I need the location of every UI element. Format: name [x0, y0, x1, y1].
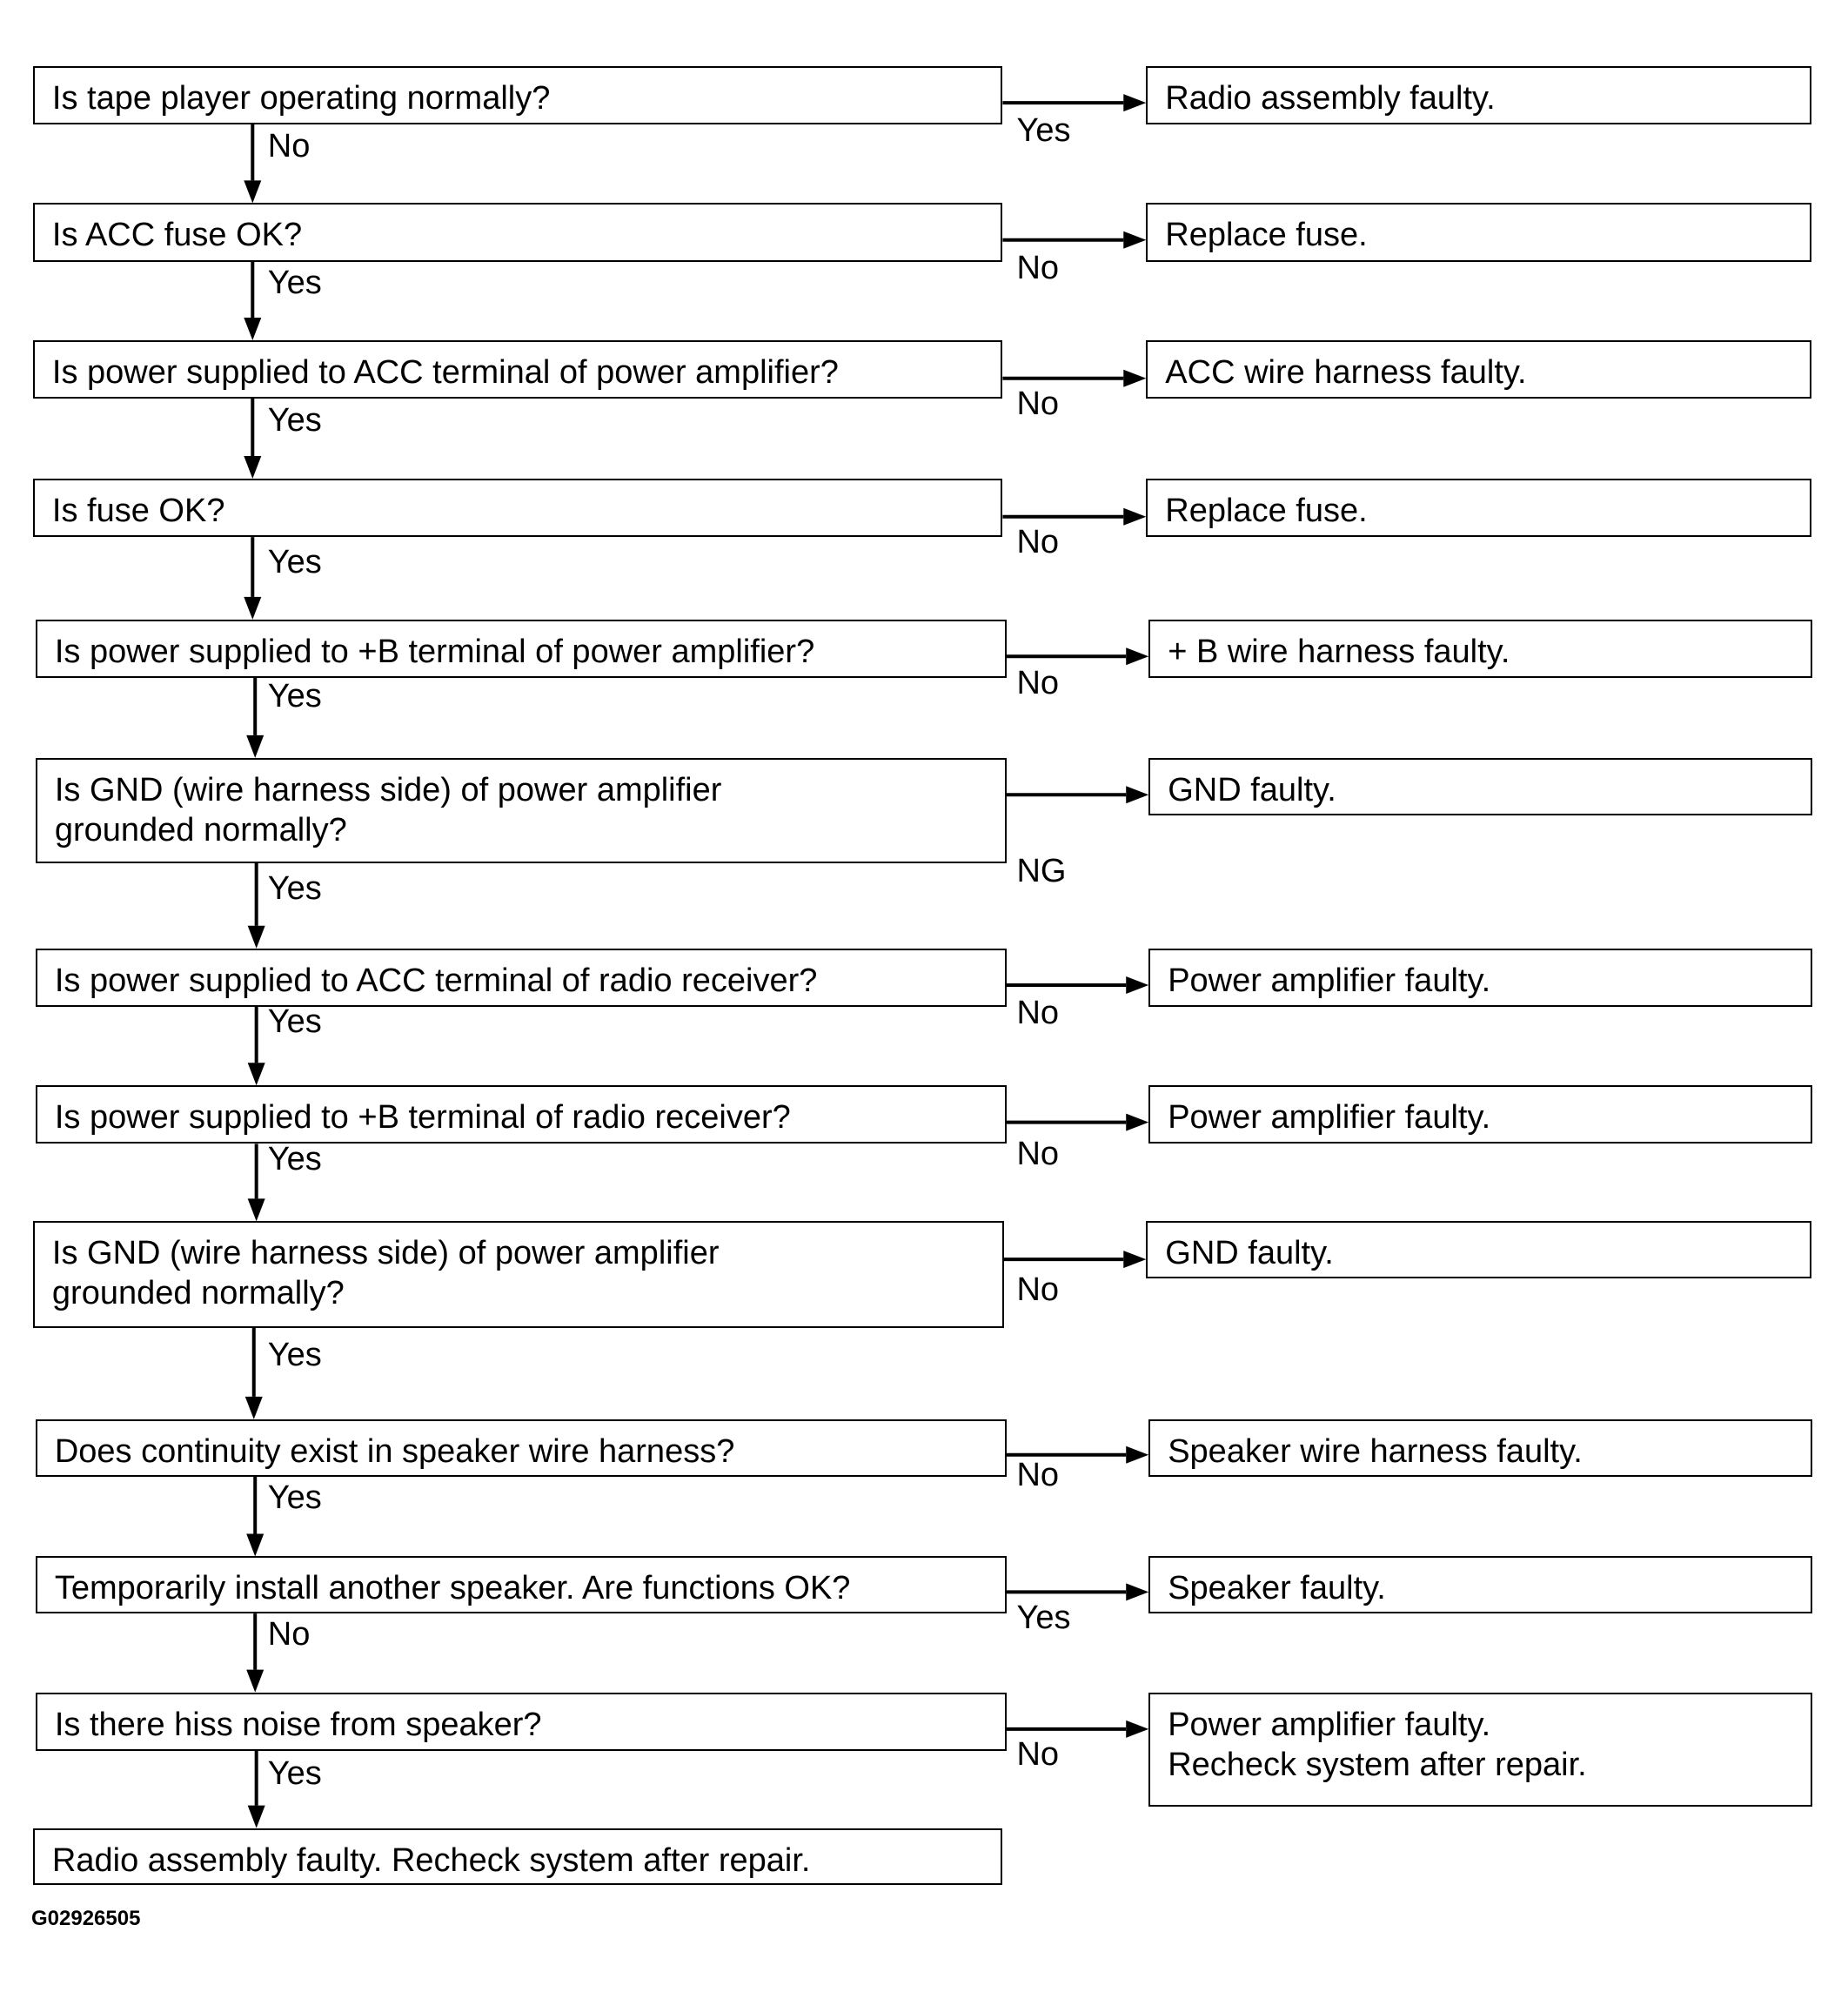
question-box-4: [33, 479, 1003, 537]
down-label-12: Yes: [267, 1755, 322, 1793]
side-label-12: No: [1016, 1736, 1060, 1774]
question-box-1-text: Is tape player operating normally?: [51, 79, 551, 117]
result-box-1: [1146, 66, 1811, 124]
side-label-7: No: [1016, 995, 1060, 1032]
side-arrow-6: [1007, 786, 1148, 803]
question-box-11: [36, 1556, 1007, 1613]
question-box-3: [33, 340, 1003, 399]
down-label-3: Yes: [267, 401, 322, 439]
result-box-10-text: Speaker wire harness faulty.: [1168, 1432, 1583, 1470]
question-box-1: [33, 66, 1003, 124]
question-box-2-text: Is ACC fuse OK?: [51, 217, 303, 254]
question-box-2: [33, 203, 1003, 261]
down-label-9: Yes: [267, 1336, 322, 1373]
down-arrow-7: [248, 1007, 265, 1085]
down-arrow-2: [244, 262, 261, 340]
question-box-12: [36, 1693, 1007, 1751]
side-label-5: No: [1016, 664, 1060, 701]
question-box-9-text: Is GND (wire harness side) of power amplifier grounded normally?: [51, 1235, 720, 1312]
down-label-5: Yes: [267, 677, 322, 714]
side-arrow-9: [1004, 1251, 1146, 1268]
side-label-9: No: [1016, 1271, 1060, 1309]
down-arrow-4: [244, 537, 261, 620]
question-box-5: [36, 620, 1007, 678]
result-box-8: [1148, 1085, 1812, 1144]
question-box-4-text: Is fuse OK?: [51, 492, 225, 529]
question-box-5-text: Is power supplied to +B terminal of power amplifier?: [54, 633, 815, 670]
result-box-7-text: Power amplifier faulty.: [1168, 962, 1491, 999]
result-box-3-text: ACC wire harness faulty.: [1165, 353, 1527, 391]
figure-code: G02926505: [31, 1907, 141, 1930]
question-box-6: [36, 758, 1007, 863]
final-result-box-text: Radio assembly faulty. Recheck system after repair.: [51, 1841, 811, 1879]
side-label-10: No: [1016, 1457, 1060, 1494]
down-arrow-8: [248, 1144, 265, 1221]
result-box-9-text: GND faulty.: [1165, 1235, 1334, 1272]
result-box-11: [1148, 1556, 1812, 1613]
down-label-11: No: [267, 1615, 311, 1653]
final-result-box: [33, 1828, 1003, 1886]
question-box-11-text: Temporarily install another speaker. Are functions OK?: [54, 1570, 851, 1607]
question-box-10: [36, 1419, 1007, 1477]
down-label-10: Yes: [267, 1479, 322, 1517]
side-label-3: No: [1016, 386, 1060, 422]
down-arrow-6: [248, 863, 265, 949]
down-label-2: Yes: [267, 265, 322, 302]
down-label-7: Yes: [267, 1003, 322, 1041]
question-box-6-text: Is GND (wire harness side) of power amplifier grounded normally?: [54, 771, 722, 848]
side-label-8: No: [1016, 1136, 1060, 1173]
question-box-8: [36, 1085, 1007, 1144]
result-box-12-text: Power amplifier faulty. Recheck system after repair.: [1168, 1706, 1587, 1783]
down-arrow-10: [246, 1477, 264, 1557]
down-arrow-5: [246, 678, 264, 758]
result-box-6-text: GND faulty.: [1168, 771, 1336, 808]
side-arrow-7: [1007, 976, 1148, 994]
side-label-6: NG: [1016, 852, 1067, 889]
side-arrow-1: [1002, 94, 1146, 111]
question-box-7-text: Is power supplied to ACC terminal of radio receiver?: [54, 962, 818, 999]
result-box-4-text: Replace fuse.: [1165, 492, 1368, 529]
result-box-1-text: Radio assembly faulty.: [1165, 79, 1496, 117]
result-box-6: [1148, 758, 1812, 815]
side-arrow-5: [1007, 647, 1148, 665]
down-label-4: Yes: [267, 544, 322, 581]
question-box-8-text: Is power supplied to +B terminal of radio receiver?: [54, 1099, 791, 1137]
result-box-2-text: Replace fuse.: [1165, 217, 1368, 254]
down-arrow-9: [245, 1328, 263, 1419]
side-label-2: No: [1016, 249, 1060, 286]
result-box-5: [1148, 620, 1812, 678]
result-box-12: [1148, 1693, 1812, 1807]
down-label-1: No: [267, 127, 311, 164]
down-arrow-12: [248, 1751, 265, 1828]
result-box-8-text: Power amplifier faulty.: [1168, 1099, 1491, 1137]
side-label-4: No: [1016, 524, 1060, 561]
question-box-7: [36, 949, 1007, 1007]
question-box-10-text: Does continuity exist in speaker wire harness?: [54, 1432, 735, 1470]
result-box-4: [1146, 479, 1811, 537]
down-label-6: Yes: [267, 870, 322, 908]
down-arrow-11: [246, 1613, 264, 1692]
result-box-7: [1148, 949, 1812, 1007]
result-box-11-text: Speaker faulty.: [1168, 1570, 1386, 1607]
side-label-11: Yes: [1016, 1599, 1071, 1636]
down-arrow-1: [244, 124, 261, 203]
question-box-12-text: Is there hiss noise from speaker?: [54, 1706, 542, 1743]
side-arrow-2: [1002, 231, 1146, 249]
result-box-9: [1146, 1221, 1811, 1278]
result-box-3: [1146, 340, 1811, 399]
result-box-2: [1146, 203, 1811, 261]
down-arrow-3: [244, 399, 261, 479]
side-label-1: Yes: [1016, 112, 1071, 150]
question-box-3-text: Is power supplied to ACC terminal of power amplifier?: [51, 353, 839, 391]
side-arrow-8: [1007, 1114, 1148, 1131]
down-label-8: Yes: [267, 1140, 322, 1177]
question-box-9: [33, 1221, 1004, 1328]
result-box-10: [1148, 1419, 1812, 1477]
result-box-5-text: + B wire harness faulty.: [1168, 633, 1510, 670]
